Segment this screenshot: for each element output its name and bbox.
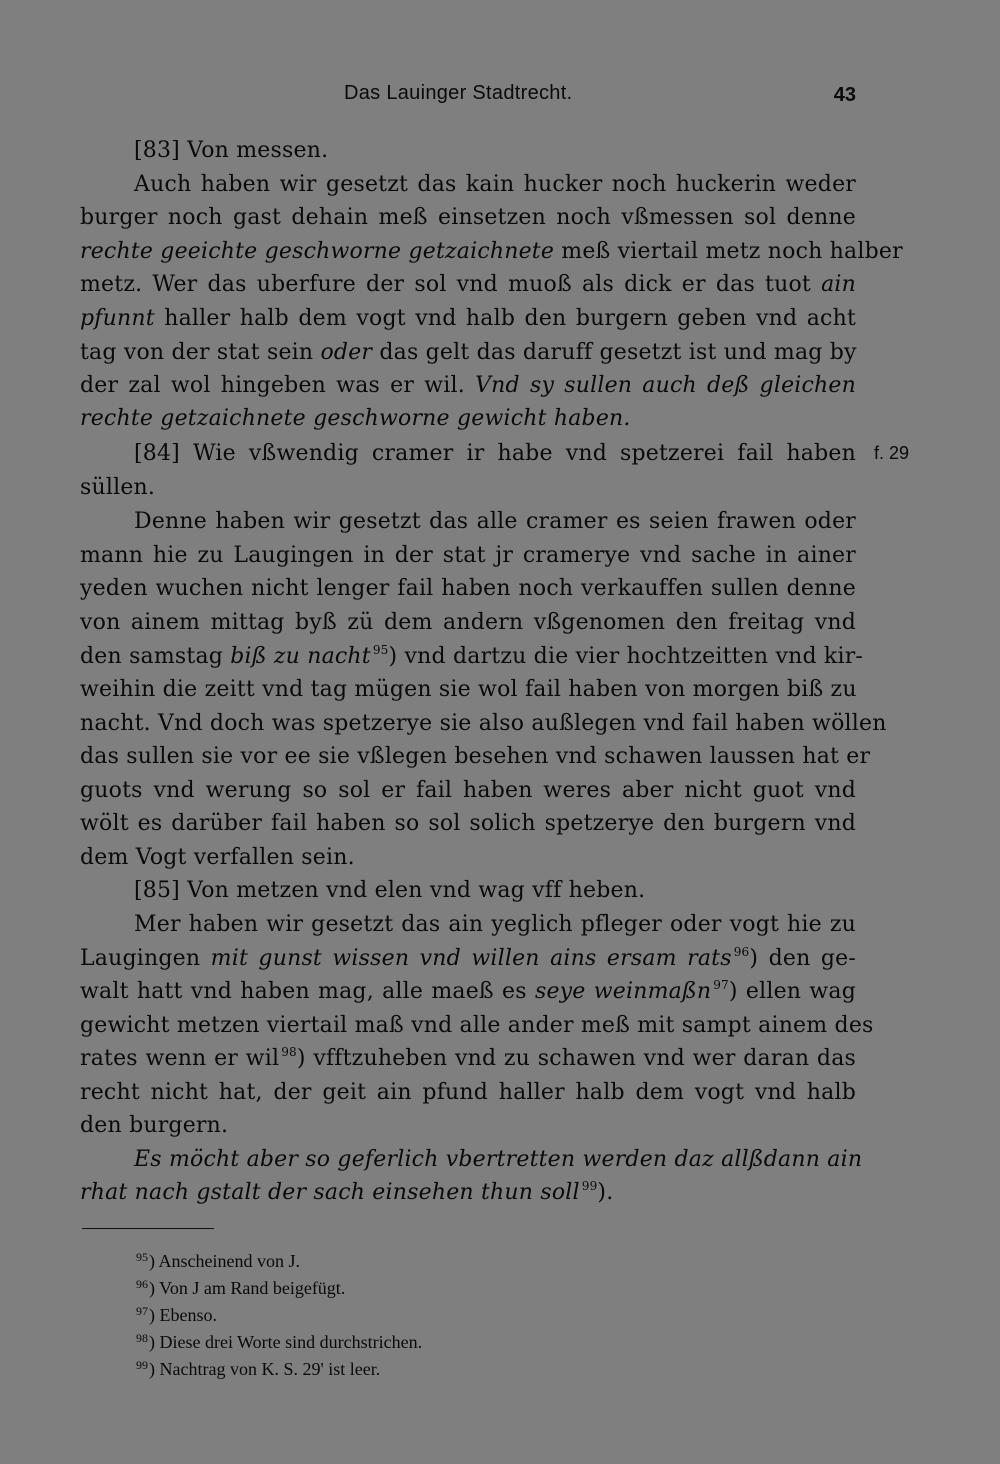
- italic-text: biß zu nacht: [230, 644, 371, 669]
- italic-text: oder: [320, 340, 373, 365]
- italic-text: ain: [821, 272, 856, 297]
- text-line: guots vnd werung so sol er fail haben weres aber nicht guot vnd: [80, 778, 856, 803]
- text-segment: meß viertail metz noch halber: [554, 239, 903, 264]
- text-line: mann hie zu Laugingen in der stat jr crameryе vnd sache in ainer: [80, 543, 856, 568]
- text-line: [80, 302, 856, 335]
- text-line: yeden wuchen nicht lenger fail haben noch verkauffen sullen denne: [80, 576, 856, 601]
- footnote-number: 97: [136, 1304, 148, 1318]
- text-segment: tag von der stat sein: [80, 340, 321, 365]
- section-84-heading-cont: süllen.: [80, 475, 156, 500]
- section-83-heading: [83] Von messen.: [134, 138, 329, 163]
- text-line: Es möcht aber so geferlich vbertretten werden daz allßdann ain: [134, 1147, 863, 1172]
- text-line: Denne haben wir gesetzt das alle cramer es seien frawen oder: [134, 509, 856, 534]
- text-line: den burgern.: [80, 1113, 229, 1138]
- section-84-heading: [84] Wie vßwendig cramer ir habe vnd spetzerei fail haben: [134, 441, 856, 466]
- footnote-ref: 99: [581, 1179, 598, 1193]
- footnote-divider: [82, 1228, 214, 1229]
- text-line: burger noch gast dehain meß einsetzen noch vßmessen sol denne: [80, 205, 856, 230]
- italic-text: rhat nach gstalt der sach einsehen thun soll: [80, 1180, 580, 1205]
- footnote-number: 98: [136, 1331, 148, 1345]
- text-segment: rates wenn er wil: [80, 1046, 280, 1071]
- text-segment: walt hatt vnd haben mag, alle maeß es: [80, 979, 535, 1004]
- page-number: 43: [833, 84, 856, 106]
- text-line: von ainem mittag byß zü dem andern vßgenomen den freitag vnd: [80, 610, 856, 635]
- footnote-number: 95: [136, 1250, 148, 1264]
- text-segment: metz. Wer das uberfure der sol vnd muoß als dick er das tuot: [80, 272, 822, 297]
- footnote: [136, 1298, 217, 1325]
- footnote-ref: 97: [713, 978, 729, 992]
- footnote-text: ) Anscheinend von J.: [149, 1251, 300, 1271]
- text-line: gewicht metzen viertail maß vnd alle ander meß mit sampt ainem des: [80, 1013, 874, 1038]
- footnote-number: 99: [136, 1358, 148, 1372]
- italic-text: seye weinmaßn: [534, 979, 712, 1004]
- text-line: Mer haben wir gesetzt das ain yeglich pfleger oder vogt hie zu: [134, 912, 856, 937]
- text-line: [80, 369, 856, 402]
- footnote-text: ) Ebenso.: [149, 1305, 217, 1325]
- footnote-ref: 95: [372, 643, 389, 657]
- text-line: [80, 268, 856, 301]
- italic-text: pfunnt: [80, 306, 155, 331]
- page-header: [80, 82, 856, 112]
- footnote-number: 96: [136, 1277, 148, 1291]
- text-line: wölt es darüber fail haben so sol solich spetzerye den burgern vnd: [80, 811, 856, 836]
- text-segment: ) ellen wag: [728, 979, 856, 1004]
- italic-text: Vnd sy sullen auch deß gleichen: [475, 373, 857, 398]
- text-segment: ) den ge-: [749, 946, 856, 971]
- text-line: [80, 336, 856, 369]
- section-85-heading: [85] Von metzen vnd elen vnd wag vff heben.: [134, 878, 646, 903]
- footnote-text: ) Nachtrag von K. S. 29' ist leer.: [149, 1359, 381, 1379]
- text-line: [80, 235, 903, 268]
- text-line: weihin die zeitt vnd tag mügen sie wol fail haben von morgen biß zu: [80, 677, 857, 702]
- running-title: Das Lauinger Stadtrecht.: [344, 82, 573, 104]
- text-segment: ).: [597, 1180, 614, 1205]
- italic-text: mit gunst wissen vnd willen ains ersam rats: [210, 946, 732, 971]
- text-segment: Laugingen: [80, 946, 211, 971]
- marginal-folio: f. 29: [874, 443, 910, 463]
- text-line: rechte getzaichnete geschworne gewicht haben.: [80, 406, 631, 431]
- text-line: das sullen sie vor ee sie vßlegen besehen vnd schawen laussen hat er: [80, 744, 871, 769]
- footnote-ref: 98: [281, 1045, 297, 1059]
- text-line: dem Vogt verfallen sein.: [80, 845, 355, 870]
- text-line: recht nicht hat, der geit ain pfund haller halb dem vogt vnd halb: [80, 1080, 856, 1105]
- text-segment: ) vnd dartzu die vier hochtzeitten vnd kir-: [388, 644, 864, 669]
- footnote-text: ) Diese drei Worte sind durchstrichen.: [149, 1332, 423, 1352]
- text-segment: ) vfftzuheben vnd zu schawen vnd wer daran das: [296, 1046, 856, 1071]
- text-line: nacht. Vnd doch was spetzerye sie also außlegen vnd fail haben wöllen: [80, 711, 887, 736]
- footnote: [136, 1244, 300, 1271]
- footnote-text: ) Von J am Rand beigefügt.: [149, 1278, 346, 1298]
- footnote: [136, 1325, 422, 1352]
- text-line: [80, 1176, 856, 1209]
- text-line: Auch haben wir gesetzt das kain hucker noch huckerin weder: [134, 172, 856, 197]
- text-segment: der zal wol hingeben was er wil.: [80, 373, 476, 398]
- text-segment: das gelt das daruff gesetzt ist und mag by: [372, 340, 857, 365]
- text-segment: den samstag: [80, 644, 231, 669]
- italic-text: rechte geeichte geschworne getzaichnete: [80, 239, 555, 264]
- footnote: [136, 1352, 380, 1379]
- text-segment: haller halb dem vogt vnd halb den burgern geben vnd acht: [154, 306, 856, 331]
- text-line: [80, 640, 864, 673]
- text-line: [80, 975, 856, 1008]
- text-line: [80, 942, 856, 975]
- footnote: [136, 1271, 345, 1298]
- footnote-ref: 96: [733, 945, 750, 959]
- text-line: [80, 1042, 856, 1075]
